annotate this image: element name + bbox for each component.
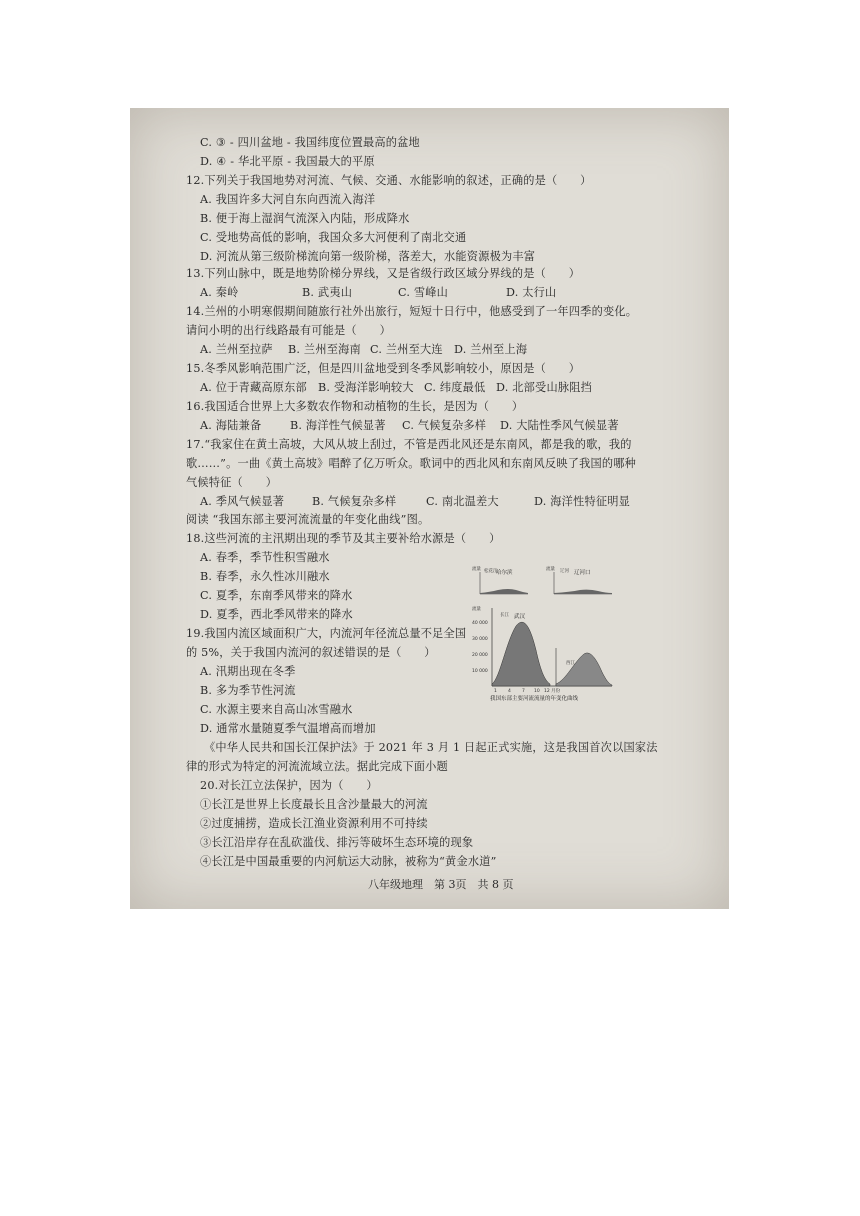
question-16: 16.我国适合世界上大多数农作物和动植物的生长，是因为（ ） (186, 400, 524, 413)
question-19-line2: 的 5%，关于我国内流河的叙述错误的是（ ） (186, 646, 436, 659)
question-13: 13.下列山脉中，既是地势阶梯分界线，又是省级行政区域分界线的是（ ） (186, 267, 581, 280)
q18-option-a: A. 春季，季节性积雪融水 (200, 551, 330, 564)
question-15: 15.冬季风影响范围广泛，但是四川盆地受到冬季风影响较小，原因是（ ） (186, 362, 581, 375)
q20-statement-3: ③长江沿岸存在乱砍滥伐、排污等破坏生态环境的现象 (200, 836, 474, 849)
chart-liaohe (546, 565, 612, 594)
y-tick-20000: 20 000 (472, 653, 488, 658)
q13-option-b: B. 武夷山 (302, 286, 353, 299)
q17-option-a: A. 季风气候显著 (200, 495, 285, 508)
x-tick-4: 4 (508, 689, 511, 694)
law-intro-line1: 《中华人民共和国长江保护法》于 2021 年 3 月 1 日起正式实施，这是我国首次以国家法 (204, 741, 658, 754)
y-tick-10000: 10 000 (472, 669, 488, 674)
unit-label-1: 流量 (472, 567, 481, 572)
question-18: 18.这些河流的主汛期出现的季节及其主要补给水源是（ ） (186, 532, 501, 545)
q20-statement-4: ④长江是中国最重要的内河航运大动脉，被称为“黄金水道” (200, 855, 497, 868)
river-flow-svg (470, 562, 618, 702)
flow-area-1 (480, 589, 528, 594)
chart-harbin (472, 565, 528, 594)
river-flow-figure (470, 562, 618, 702)
q19-option-a: A. 汛期出现在冬季 (200, 665, 296, 678)
q12-option-d: D. 河流从第三级阶梯流向第一级阶梯，落差大，水能资源极为丰富 (200, 250, 536, 263)
flow-area-wuzhou (556, 653, 612, 686)
q14-option-c: C. 兰州至大连 (370, 343, 443, 356)
river-tag-1: 松花江 (484, 569, 498, 574)
x-tick-1: 1 (494, 689, 497, 694)
q20-statement-1: ①长江是世界上长度最长且含沙量最大的河流 (200, 798, 428, 811)
q15-option-b: B. 受海洋影响较大 (318, 381, 414, 394)
q14-options (200, 343, 527, 357)
q14-option-a: A. 兰州至拉萨 (200, 343, 273, 356)
x-tick-7: 7 (522, 689, 525, 694)
q17-option-c: C. 南北温差大 (426, 495, 499, 508)
law-intro-line2: 律的形式为特定的河流流域立法。据此完成下面小题 (186, 760, 448, 773)
x-tick-10: 10 (534, 689, 540, 694)
question-12: 12.下列关于我国地势对河流、气候、交通、水能影响的叙述，正确的是（ ） (186, 174, 592, 187)
x-tick-12: 12 月份 (544, 689, 561, 694)
question-20: 20.对长江立法保护，因为（ ） (200, 779, 378, 792)
q16-option-a: A. 海陆兼备 (200, 419, 262, 432)
q14-option-b: B. 兰州至海南 (288, 343, 361, 356)
q12-option-c: C. 受地势高低的影响，我国众多大河便利了南北交通 (200, 231, 467, 244)
q18-option-c: C. 夏季，东南季风带来的降水 (200, 589, 353, 602)
q16-option-b: B. 海洋性气候显著 (290, 419, 386, 432)
q13-options (200, 286, 556, 300)
figure-caption: 我国东部主要河流流量的年变化曲线 (490, 696, 579, 702)
q16-option-c: C. 气候复杂多样 (402, 419, 487, 432)
question-17-line1: 17.“我家住在黄土高坡，大风从坡上刮过，不管是西北风还是东南风，都是我的歌，我的 (186, 438, 632, 451)
q16-option-d: D. 大陆性季风气候显著 (500, 419, 619, 432)
q15-option-a: A. 位于青藏高原东部 (200, 381, 307, 394)
q18-option-d: D. 夏季，西北季风带来的降水 (200, 608, 353, 621)
q13-option-c: C. 雪峰山 (398, 286, 449, 299)
flow-area-wuhan (492, 622, 550, 686)
q14-option-d: D. 兰州至上海 (454, 343, 528, 356)
q19-option-c: C. 水源主要来自高山冰雪融水 (200, 703, 353, 716)
q12-option-b: B. 便于海上湿润气流深入内陆，形成降水 (200, 212, 410, 225)
q19-option-d: D. 通常水量随夏季气温增高而增加 (200, 722, 376, 735)
q13-option-a: A. 秦岭 (200, 286, 239, 299)
option-c-prev: C. ③ - 四川盆地 - 我国纬度位置最高的盆地 (200, 136, 420, 149)
unit-label-2: 流量 (546, 567, 555, 572)
q18-option-b: B. 春季，永久性冰川融水 (200, 570, 330, 583)
q15-option-d: D. 北部受山脉阻挡 (496, 381, 592, 394)
page-footer: 八年级地理 第 3页 共 8 页 (368, 878, 514, 891)
question-17-line3: 气候特征（ ） (186, 476, 278, 489)
q13-option-d: D. 太行山 (506, 286, 557, 299)
station-harbin: 哈尔滨 (496, 570, 513, 576)
question-14-line1: 14.兰州的小明寒假期间随旅行社外出旅行，短短十日行中，他感受到了一年四季的变化。 (186, 305, 638, 318)
q15-option-c: C. 纬度最低 (424, 381, 486, 394)
option-d-prev: D. ④ - 华北平原 - 我国最大的平原 (200, 155, 375, 168)
q12-option-a: A. 我国许多大河自东向西流入海洋 (200, 193, 376, 206)
question-17-line2: 歌……”。一曲《黄土高坡》唱醉了亿万听众。歌词中的西北风和东南风反映了我国的哪种 (186, 457, 637, 470)
river-tag-3: 长江 (500, 613, 509, 618)
q17-option-b: B. 气候复杂多样 (312, 495, 397, 508)
q16-options (200, 419, 619, 433)
river-tag-2: 辽河 (560, 569, 569, 574)
y-tick-40000: 40 000 (472, 621, 488, 626)
flow-area-2 (554, 590, 612, 594)
q19-option-b: B. 多为季节性河流 (200, 684, 296, 697)
reading-instruction: 阅读 “我国东部主要河流流量的年变化曲线”图。 (186, 513, 430, 526)
river-tag-4: 西江 (566, 661, 575, 666)
station-wuhan: 武汉 (514, 614, 526, 620)
question-19-line1: 19.我国内流区域面积广大，内流河年径流总量不足全国 (186, 627, 467, 640)
q17-options (200, 495, 630, 509)
question-14-line2: 请问小明的出行线路最有可能是（ ） (186, 324, 391, 337)
unit-label-3: 流量 (472, 607, 481, 612)
q15-options (200, 381, 592, 395)
chart-wuzhou (556, 648, 612, 686)
q20-statement-2: ②过度捕捞，造成长江渔业资源利用不可持续 (200, 817, 428, 830)
y-tick-30000: 30 000 (472, 637, 488, 642)
station-liaohekou: 辽河口 (574, 570, 591, 576)
q17-option-d: D. 海洋性特征明显 (534, 495, 630, 508)
